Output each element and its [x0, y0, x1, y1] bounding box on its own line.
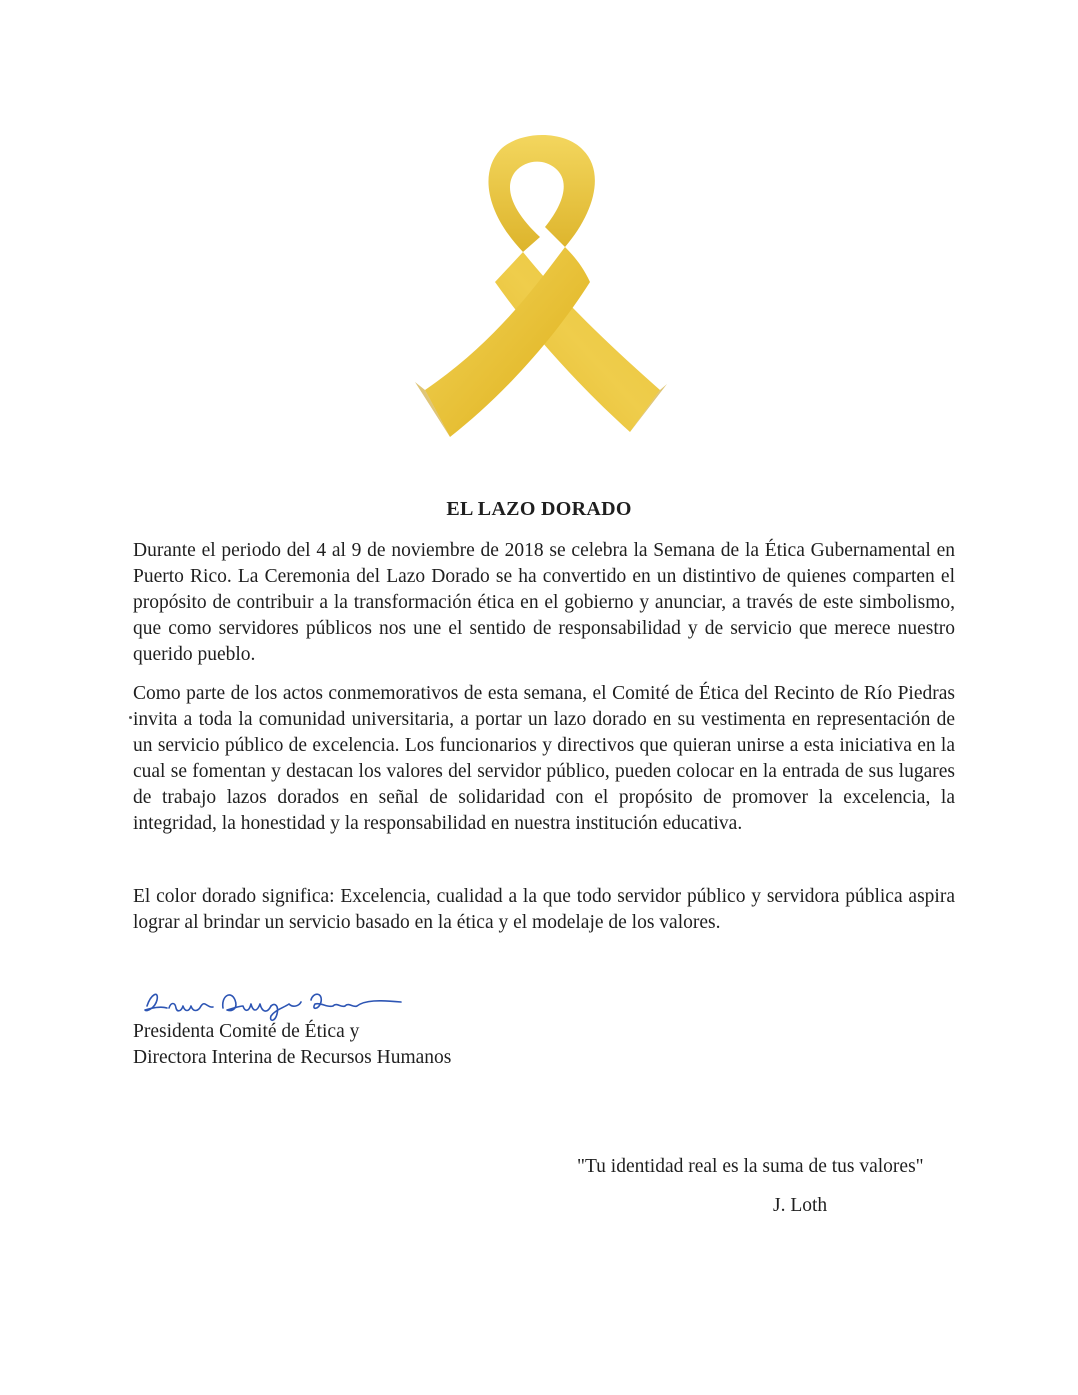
- paragraph-meaning: El color dorado significa: Excelencia, cualidad a la que todo servidor público y servidora pública aspira lograr al brindar un servicio basado en la ética y el modelaje de los valores.: [133, 886, 955, 933]
- paragraph-intro: Durante el periodo del 4 al 9 de noviembre de 2018 se celebra la Semana de la Ética Gubernamental en Puerto Rico. La Ceremonia del Lazo Dorado se ha convertido en un distintivo de quienes comparten el propósito de contribuir a la transformación ética en el gobierno y anunciar, a través de este simbolismo, que como servidores públicos nos une el sentido de responsabilidad y de servicio que merece nuestro querido pueblo.: [133, 540, 955, 665]
- gold-ribbon-icon: [405, 132, 675, 447]
- quote-author: J. Loth: [773, 1195, 828, 1216]
- closing-quote: "Tu identidad real es la suma de tus valores": [577, 1156, 924, 1177]
- signer-title-line2: Directora Interina de Recursos Humanos: [133, 1047, 452, 1068]
- paragraph-invitation: Como parte de los actos conmemorativos de esta semana, el Comité de Ética del Recinto de Río Piedras invita a toda la comunidad universitaria, a portar un lazo dorado en su vestimenta en representación de un servicio público de excelencia. Los funcionarios y directivos que quieran unirse a esta iniciativa en la cual se fomentan y destacan los valores del servidor público, pueden colocar en la entrada de sus lugares de trabajo lazos dorados en señal de solidaridad con el propósito de promover la excelencia, la integridad, la honestidad y la responsabilidad en nuestra institución educativa.: [133, 683, 955, 834]
- signer-title-line1: Presidenta Comité de Ética y: [133, 1021, 360, 1042]
- document-title: EL LAZO DORADO: [446, 498, 632, 520]
- margin-mark: [129, 716, 132, 719]
